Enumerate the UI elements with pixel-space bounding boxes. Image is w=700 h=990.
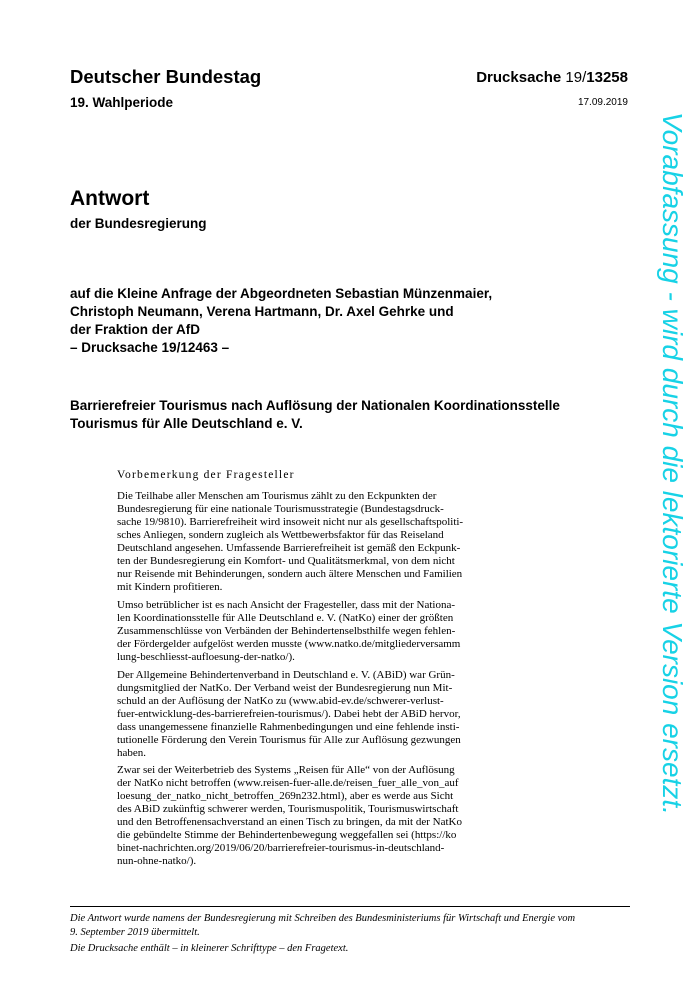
wahlperiode: 19. Wahlperiode xyxy=(70,95,174,110)
paragraph-line: der Fördergelder aufgelöst werden musste (www.natko.de/mitgliederversamm xyxy=(117,638,461,650)
paragraph-line: des ABiD zukünftig schwerer werden, Tourismuspolitik, Tourismuswirtschaft xyxy=(117,803,459,815)
paragraph-line: haben. xyxy=(117,747,147,759)
paragraph-line: nun-ohne-natko/). xyxy=(117,855,197,867)
drucksache-label: Drucksache xyxy=(476,69,566,86)
paragraph-line: schuld an der Auflösung der NatKo zu (www.abid-ev.de/schwerer-verlust- xyxy=(117,695,444,707)
drucksache-number-prefix: 19/ xyxy=(565,69,587,86)
paragraph-line: tutionelle Förderung den Verein Tourismus für Alle zur Auflösung gezwungen xyxy=(117,734,461,746)
paragraph-line: loesung_der_natko_nicht_betroffen_269n232.html), aber es werde aus Sicht xyxy=(117,790,454,802)
topic-line: Barrierefreier Tourismus nach Auflösung der Nationalen Koordinationsstelle xyxy=(70,398,560,413)
document-type-title: Antwort xyxy=(70,187,150,210)
paragraph-line: dungsmitglied der NatKo. Der Verband weist der Bundesregierung nun Mit- xyxy=(117,682,453,694)
anfrage-reference: – Drucksache 19/12463 – xyxy=(70,340,230,355)
watermark-text: Vorabfassung - wird durch die lektorierte Version ersetzt. xyxy=(657,112,688,815)
anfrage-line: auf die Kleine Anfrage der Abgeordneten Sebastian Münzenmaier, xyxy=(70,286,493,301)
paragraph-line: ten der Bundesregierung ein Komfort- und Qualitätsmerkmal, von dem nicht xyxy=(117,555,455,567)
paragraph-line: len Koordinationsstelle für Alle Deutschland e. V. (NatKo) einer der größten xyxy=(117,612,454,624)
paragraph-line: sache 19/9810). Barrierefreiheit wird insoweit nicht nur als gesellschaftspoliti- xyxy=(117,516,464,528)
paragraph-line: dass unangemessene finanzielle Rahmenbedingungen und eine fehlende insti- xyxy=(117,721,460,733)
document-date: 17.09.2019 xyxy=(577,97,628,108)
paragraph-line: Zwar sei der Weiterbetrieb des Systems „Reisen für Alle“ von der Auflösung xyxy=(117,764,455,776)
paragraph-line: der NatKo nicht betroffen (www.reisen-fuer-alle.de/reisen_fuer_alle_von_auf xyxy=(117,777,459,789)
parliament-title: Deutscher Bundestag xyxy=(70,66,262,87)
paragraph-line: die gebündelte Stimme der Behindertenbewegung weggefallen sei (https://ko xyxy=(117,829,457,841)
anfrage-line: Christoph Neumann, Verena Hartmann, Dr. Axel Gehrke und xyxy=(70,304,454,319)
paragraph-line: binet-nachrichten.org/2019/06/20/barrierefreier-tourismus-in-deutschland- xyxy=(117,842,445,854)
paragraph-line: und den Betroffenensachverstand an einen Tisch zu bringen, da mit der NatKo xyxy=(117,816,462,828)
paragraph-line: Der Allgemeine Behindertenverband in Deutschland e. V. (ABiD) war Grün- xyxy=(117,669,455,681)
paragraph-line: Umso betrüblicher ist es nach Ansicht der Fragesteller, dass mit der Nationa- xyxy=(117,599,456,611)
footer-line: Die Antwort wurde namens der Bundesregierung mit Schreiben des Bundesministeriums für Wirtschaft und Energie vom xyxy=(70,913,576,924)
footer-line: Die Drucksache enthält – in kleinerer Schrifttype – den Fragetext. xyxy=(70,943,349,954)
paragraph-line: Bundesregierung für eine nationale Tourismusstrategie (Bundestagsdruck- xyxy=(117,503,444,515)
vorbemerkung-heading: Vorbemerkung der Fragesteller xyxy=(117,469,295,481)
anfrage-line: der Fraktion der AfD xyxy=(70,322,201,337)
paragraph-line: nur Reisende mit Behinderungen, sondern auch ältere Menschen und Familien xyxy=(117,568,463,580)
topic-line: Tourismus für Alle Deutschland e. V. xyxy=(70,416,303,431)
paragraph-line: Zusammenschlüsse von Verbänden der Behindertenselbsthilfe wegen fehlen- xyxy=(117,625,456,637)
drucksache-number-main: 13258 xyxy=(586,69,628,86)
paragraph-line: Deutschland angesehen. Umfassende Barrierefreiheit ist gemäß den Eckpunk- xyxy=(117,542,461,554)
footer-divider xyxy=(70,906,630,907)
paragraph-line: lung-beschliesst-aufloesung-der-natko/). xyxy=(117,651,295,663)
paragraph-line: mit Kindern profitieren. xyxy=(117,581,223,593)
paragraph-line: fuer-entwicklung-des-barrierefreien-tourismus/). Dabei hebt der ABiD hervor, xyxy=(117,708,461,720)
drucksache-number xyxy=(476,69,628,86)
paragraph-line: Die Teilhabe aller Menschen am Tourismus zählt zu den Eckpunkten der xyxy=(117,490,437,502)
footer-line: 9. September 2019 übermittelt. xyxy=(70,927,200,938)
paragraph-line: sches Anliegen, sondern zugleich als Wettbewerbsfaktor für das Reiseland xyxy=(117,529,444,541)
document-type-subtitle: der Bundesregierung xyxy=(70,216,207,231)
